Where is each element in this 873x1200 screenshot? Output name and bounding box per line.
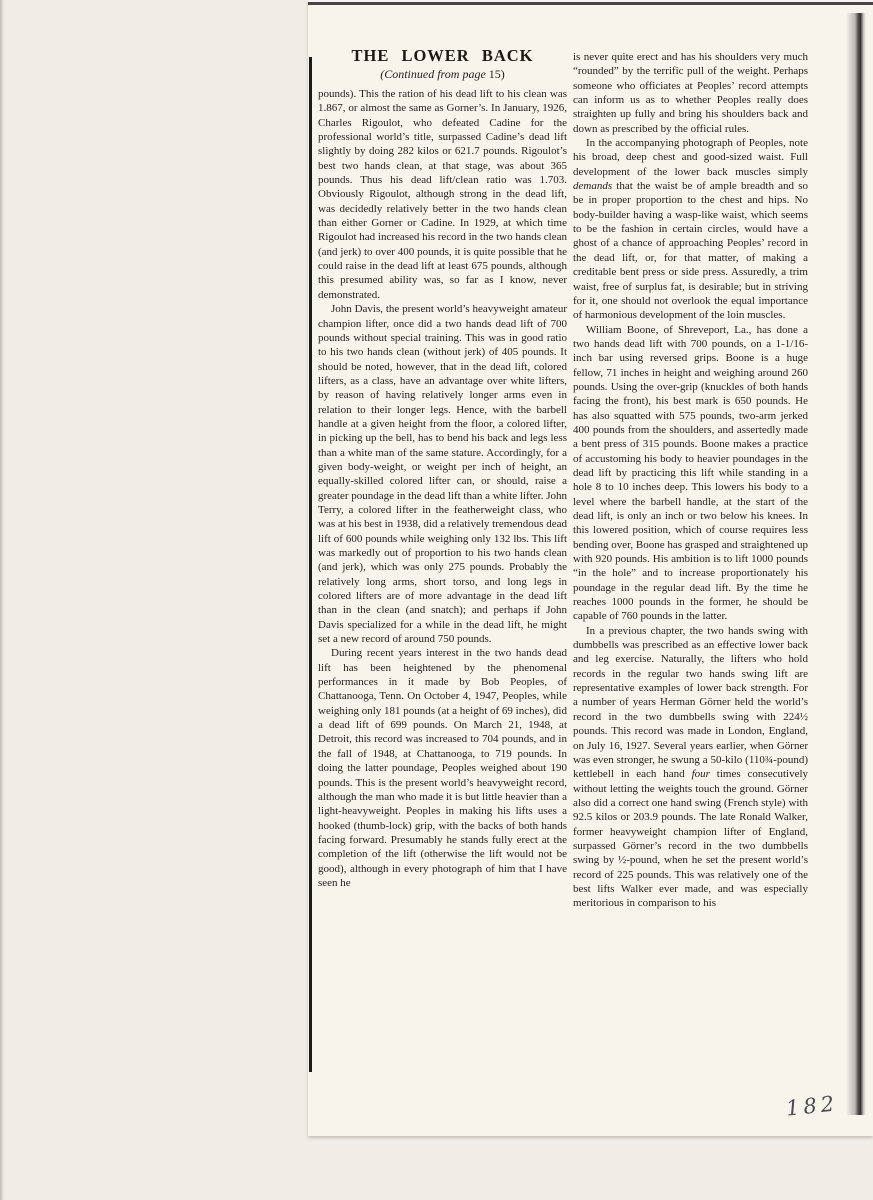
text-segment: times consecutively without letting the weights touch the ground. Görner also did a correct one hand swing (French style) with 92.5 kilos or 203.9 pounds. The late Ronald Walker, former heavyweight champion lifter of England, surpassed Görner’s record in the two dumbbells swing by ½-pound, when he set the present world’s record of 225 pounds. This was relatively one of the best lifts Walker ever made, and was especially meritorious in comparison to his — [573, 768, 809, 910]
text-segment: William Boone, of Shreveport, La., has done a two hands dead lift with 700 pounds, on a 1-1/16-inch bar using reversed grips. Boone is a huge fellow, 71 inches in height and weighing around 260 pounds. Using the over-grip (knuckles of both hands facing the front), his best mark is 650 pounds. He has also squatted with 575 pounds, two-arm jerked 400 pounds from the shoulders, and assertedly made a bent press of 315 pounds. Boone makes a practice of accustoming his body to heavier poundages in the dead lift by practicing this lift while standing in a hole 8 to 10 inches deep. This lowers his body to a level where the barbell handle, at the start of the dead lift, is only an inch or two below his knees. In this lowered position, which of course requires less bending over, Boone has grasped and straightened up with 920 pounds. His ambition is to lift 1000 pounds “in the hole” and to increase proportionately his poundage in the regular dead lift. By the time he reaches 1000 pounds in the former, he should be capable of 760 pounds in the latter. — [573, 323, 808, 623]
paragraph — [573, 323, 808, 624]
paragraph — [318, 302, 567, 646]
paragraph — [318, 646, 567, 890]
top-edge-line — [308, 2, 873, 5]
paragraph — [573, 624, 808, 911]
text-segment: In a previous chapter, the two hands swing with dumbbells was prescribed as an effective lower back and leg exercise. Naturally, the lifters who hold records in the regular two hands swing lift are representative examples of lower back strength. For a number of years Herman Görner held the world’s record in the two dumbbells swing with 224½ pounds. This record was made in London, England, on July 16, 1927. Several years earlier, when Görner was even stronger, he swung a 50-kilo (110¾-pound) kettlebell in each hand — [573, 624, 808, 781]
text-segment: that the waist be of ample breadth and so be in proper proportion to the chest and hips. No body-builder having a wasp-like waist, which seems to be the fashion in certain circles, would have a ghost of a chance of approaching Peoples’ record in the dead lift, or, for that matter, of making a creditable bent press or side press. Assuredly, a trim waist, free of surplus fat, is desirable; but in striving for it, one should not overlook the equal importance of harmonious development of the loin muscles. — [573, 180, 808, 322]
paragraph — [573, 136, 808, 322]
text-segment: During recent years interest in the two hands dead lift has been heightened by the phenomenal performances in it made by Bob Peoples, of Chattanooga, Tenn. On October 4, 1947, Peoples, while weighing only 181 pounds (at a height of 69 inches), did a dead lift of 699 pounds. On March 21, 1948, at Detroit, this record was increased to 704 pounds, and in the fall of 1948, at Chattanooga, to 719 pounds. In doing the latter poundage, Peoples weighed about 190 pounds. This is the present world’s heavyweight record, although the man who made it is but little heavier than a light-heavyweight. Peoples in making his lifts uses a hooked (thumb-lock) grip, with the backs of both hands facing forward. Presumably he stands fully erect at the completion of the lift (otherwise the lift would not be good), although in every photograph of him that I have seen he — [318, 647, 567, 889]
paragraph — [318, 87, 567, 302]
column-right — [573, 50, 808, 911]
text-segment: In the accompanying photograph of Peoples, note his broad, deep chest and good-sized waist. Full development of the lower back muscles simply — [573, 137, 808, 178]
left-vertical-rule — [309, 57, 312, 1072]
continued-from-note — [318, 66, 567, 83]
page-title: THE LOWER BACK — [351, 46, 534, 65]
text-segment: pounds). This the ration of his dead lift to his clean was 1.867, or almost the same as Gorner’s. In January, 1926, Charles Rigoulot, who defeated Cadine for the professional world’s title, surpassed Cadine’s dead lift slightly by doing 282 kilos or 621.7 pounds. Rigoulot’s best two hands clean, at that stage, was about 365 pounds. Thus his dead lift/clean ratio was 1.703. Obviously Rigoulot, although strong in the dead lift, was decidedly relatively better in the two hands clean than either Gorner or Cadine. In 1929, at which time Rigoulot had increased his record in the two hands clean (and jerk) to over 400 pounds, it is quite possible that he could raise in the dead lift at least 675 pounds, although this presumed ability was, so far as I know, never demonstrated. — [318, 88, 567, 301]
continued-from-italic: (Continued from page — [380, 67, 486, 81]
column-left — [318, 46, 567, 890]
page-left-edge-shading — [0, 0, 4, 1200]
text-segment: is never quite erect and has his shoulders very much “rounded” by the terrific pull of the weight. Perhaps someone who officiates at Peoples’ record attempts can inform us as to whether Peoples really does straighten up fully and bring his shoulders back and down as prescribed by the official rules. — [573, 51, 808, 135]
continued-from-page-number: 15) — [485, 67, 505, 81]
text-segment-italic: demands — [573, 180, 613, 193]
paragraph — [573, 50, 808, 136]
text-segment-italic: four — [691, 768, 710, 781]
spine-gutter-shadow — [846, 13, 866, 1115]
handwritten-page-number: 182 — [784, 1091, 840, 1121]
text-segment: John Davis, the present world’s heavyweight amateur champion lifter, once did a two hands dead lift of 700 pounds without special training. This was in good ratio to his two hands clean (without jerk) of 405 pounds. It should be noted, however, that in the dead lift, colored lifters, as a class, have an advantage over white lifters, by reason of having relatively longer arms even in relation to their longer legs. Hence, with the barbell handle at a given height from the floor, a colored lifter, in picking up the bell, has to bend his back and legs less than a white man of the same stature. Accordingly, for a given body-weight, or weight per inch of height, an equally-skilled colored lifter can, or should, raise a greater poundage in the dead lift than a white lifter. John Terry, a colored lifter in the featherweight class, who was at his best in 1938, did a relatively tremendous dead lift of 600 pounds while weighing only 132 lbs. This lift was markedly out of proportion to his two hands clean (and jerk), which was only 275 pounds. Probably the relatively long arms, short torso, and long legs in colored lifters are of more advantage in the dead lift than in the clean (and snatch); and perhaps if John Davis specialized for a while in the dead lift, he might set a new record of around 750 pounds. — [318, 303, 567, 646]
